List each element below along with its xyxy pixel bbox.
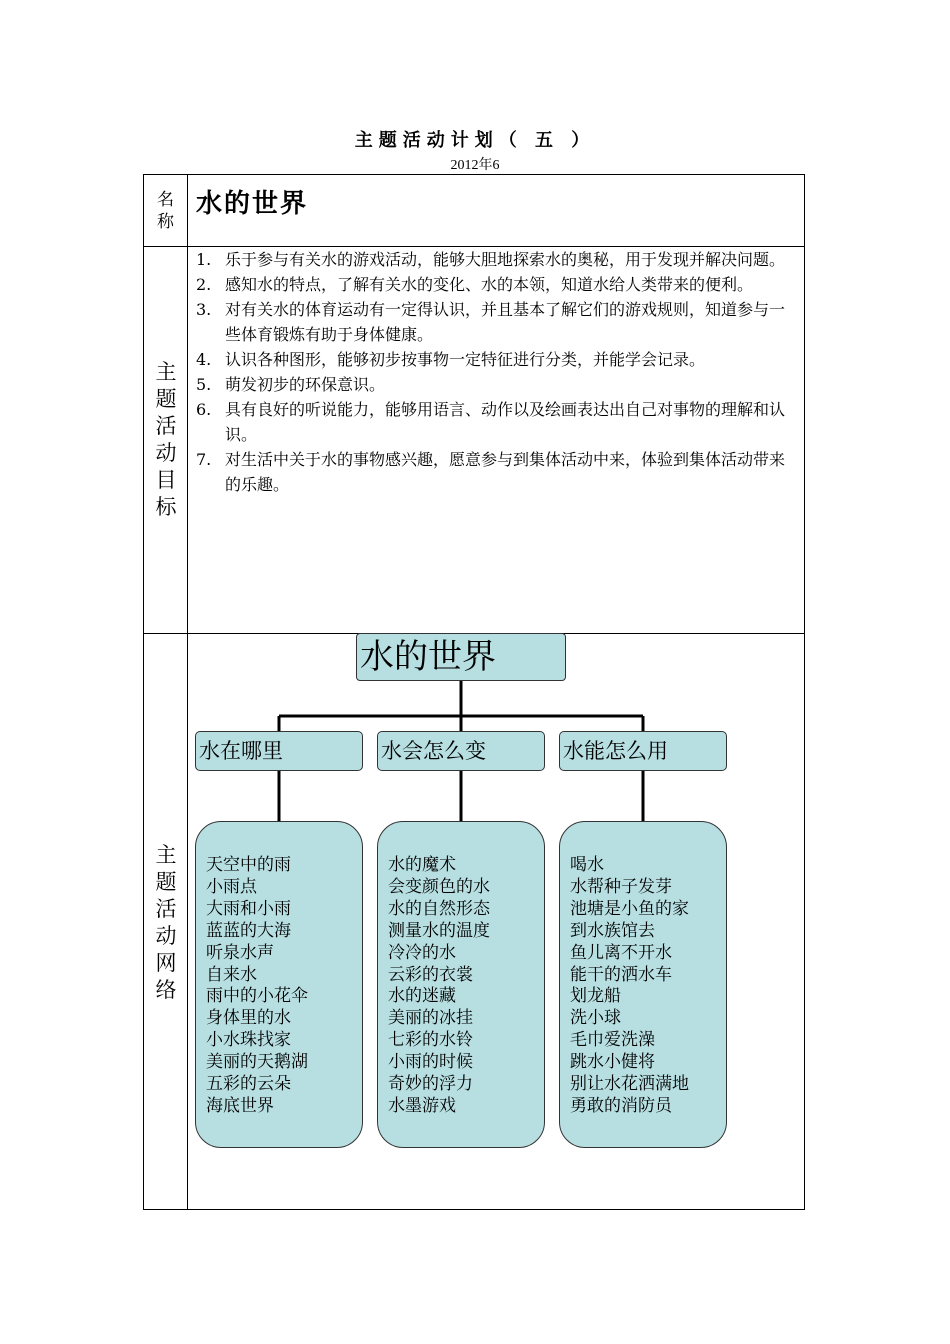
activity-item: 小水珠找家 bbox=[206, 1030, 291, 1051]
goal-number: 7. bbox=[196, 450, 212, 469]
category-node-where: 水在哪里 bbox=[195, 731, 363, 771]
activity-item: 能干的洒水车 bbox=[570, 964, 672, 985]
goal-number: 3. bbox=[196, 300, 212, 319]
activity-item: 别让水花洒满地 bbox=[570, 1074, 689, 1095]
activity-item: 喝水 bbox=[570, 855, 604, 875]
activity-item: 美丽的天鹅湖 bbox=[206, 1052, 308, 1073]
activity-item: 到水族馆去 bbox=[570, 920, 655, 941]
activity-item: 冷冷的水 bbox=[388, 942, 456, 963]
activity-item: 池塘是小鱼的家 bbox=[570, 898, 689, 919]
category-node-use: 水能怎么用 bbox=[559, 731, 727, 771]
network-root-node: 水的世界 bbox=[356, 633, 566, 681]
activity-item: 水帮种子发芽 bbox=[570, 876, 672, 897]
document-title: 主题活动计划（ 五 ） bbox=[354, 130, 596, 151]
activity-item: 鱼儿离不开水 bbox=[570, 942, 672, 963]
activity-item: 云彩的衣裳 bbox=[388, 964, 473, 985]
activity-list-use bbox=[559, 821, 727, 1148]
activity-item: 测量水的温度 bbox=[388, 920, 490, 941]
goal-text: 认识各种图形，能够初步按事物一定特征进行分类，并能学会记录。 bbox=[225, 350, 706, 369]
goal-text: 对生活中关于水的事物感兴趣，愿意参与到集体活动中来，体验到集体活动带来的乐趣。 bbox=[225, 450, 786, 494]
document-date: 2012年6 bbox=[450, 158, 500, 173]
activity-item: 水墨游戏 bbox=[388, 1095, 456, 1116]
activity-item: 五彩的云朵 bbox=[206, 1074, 291, 1095]
activity-item: 勇敢的消防员 bbox=[570, 1095, 672, 1116]
category-node-change: 水会怎么变 bbox=[377, 731, 545, 771]
activity-item: 天空中的雨 bbox=[206, 855, 291, 875]
activity-item: 蓝蓝的大海 bbox=[206, 920, 291, 941]
activity-item: 水的迷藏 bbox=[388, 986, 456, 1007]
activity-item: 听泉水声 bbox=[206, 942, 274, 963]
activity-item: 奇妙的浮力 bbox=[388, 1074, 473, 1095]
goal-text: 对有关水的体育运动有一定得认识，并且基本了解它们的游戏规则，知道参与一些体育锻炼有助于身体健康。 bbox=[225, 300, 786, 344]
goal-number: 4. bbox=[196, 350, 212, 369]
activity-item: 洗小球 bbox=[570, 1008, 621, 1029]
goal-text: 乐于参与有关水的游戏活动，能够大胆地探索水的奥秘，用于发现并解决问题。 bbox=[225, 250, 786, 269]
activity-item: 会变颜色的水 bbox=[388, 876, 490, 897]
goal-number: 6. bbox=[196, 400, 212, 419]
activity-item: 自来水 bbox=[206, 964, 257, 985]
goal-text: 萌发初步的环保意识。 bbox=[225, 375, 386, 394]
activity-item: 雨中的小花伞 bbox=[206, 986, 308, 1007]
activity-item: 七彩的水铃 bbox=[388, 1030, 473, 1051]
network-label: 主题活动网络 bbox=[155, 842, 177, 1002]
goal-text: 具有良好的听说能力，能够用语言、动作以及绘画表达出自己对事物的理解和认识。 bbox=[225, 400, 786, 444]
activity-item: 海底世界 bbox=[206, 1095, 274, 1116]
goal-label: 主题活动目标 bbox=[155, 360, 177, 519]
activity-item: 大雨和小雨 bbox=[206, 898, 291, 919]
name-label: 名称 bbox=[157, 189, 174, 232]
activity-item: 划龙船 bbox=[570, 986, 621, 1007]
goal-number: 1. bbox=[196, 250, 212, 269]
activity-item: 身体里的水 bbox=[206, 1008, 291, 1029]
activity-item: 美丽的冰挂 bbox=[388, 1008, 473, 1029]
theme-name: 水的世界 bbox=[196, 189, 309, 219]
activity-item: 跳水小健将 bbox=[570, 1052, 655, 1073]
goal-number: 2. bbox=[196, 275, 212, 294]
activity-item: 毛巾爱洗澡 bbox=[570, 1030, 655, 1051]
activity-item: 小雨点 bbox=[206, 876, 257, 897]
activity-item: 水的魔术 bbox=[388, 855, 456, 875]
activity-item: 小雨的时候 bbox=[388, 1052, 473, 1073]
activity-item: 水的自然形态 bbox=[388, 898, 490, 919]
goal-number: 5. bbox=[196, 375, 212, 394]
activity-list-where bbox=[195, 821, 363, 1148]
goal-text: 感知水的特点，了解有关水的变化、水的本领，知道水给人类带来的便利。 bbox=[225, 275, 754, 294]
activity-list-change bbox=[377, 821, 545, 1148]
